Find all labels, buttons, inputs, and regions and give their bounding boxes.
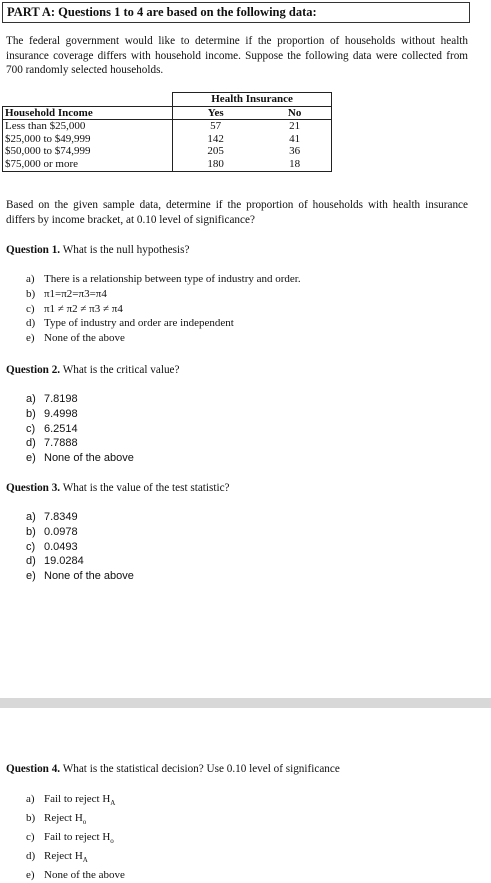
option-marker: a) <box>26 511 36 523</box>
option-text: π1 ≠ π2 ≠ π3 ≠ π4 <box>44 302 123 315</box>
option-item[interactable] <box>26 316 301 331</box>
option-text: None of the above <box>44 570 134 583</box>
intro-paragraph: The federal government would like to determine if the proportion of households without health insurance coverage differs with household income. Suppose the following data were collected from 700 randomly selected households. <box>6 35 468 76</box>
option-item[interactable] <box>26 868 125 883</box>
option-marker: c) <box>26 830 35 843</box>
option-marker: b) <box>26 287 36 300</box>
question-1-label: Question 1. <box>6 244 61 256</box>
table-row <box>3 133 332 146</box>
question-3-options <box>26 510 134 584</box>
question-4-label: Question 4. <box>6 763 61 775</box>
option-text: None of the above <box>44 868 125 881</box>
table-row <box>3 158 332 171</box>
option-marker: b) <box>26 407 36 420</box>
option-text: None of the above <box>44 452 134 465</box>
option-item[interactable] <box>26 540 134 555</box>
table-row <box>3 120 332 133</box>
option-marker: a) <box>26 793 35 805</box>
option-marker: d) <box>26 317 36 330</box>
col-household-income: Household Income <box>3 106 173 120</box>
cell-yes: 57 <box>173 120 259 133</box>
option-item[interactable] <box>26 811 125 830</box>
option-marker: e) <box>26 868 35 881</box>
option-marker: d) <box>26 437 36 450</box>
hypothesis-subscript: A <box>82 856 88 865</box>
option-text: 0.0493 <box>44 540 78 553</box>
option-item[interactable] <box>26 569 134 584</box>
question-4-options <box>26 792 125 883</box>
option-text: 9.4998 <box>44 407 78 420</box>
row-label: Less than $25,000 <box>3 120 173 133</box>
question-2-text: What is the critical value? <box>60 364 180 376</box>
question-3-label: Question 3. <box>6 482 61 494</box>
cell-no: 41 <box>258 133 331 146</box>
option-item[interactable] <box>26 849 125 868</box>
option-item[interactable] <box>26 510 134 525</box>
option-text: 6.2514 <box>44 422 78 435</box>
question-3-text: What is the value of the test statistic? <box>60 482 230 494</box>
col-yes: Yes <box>173 106 259 120</box>
option-item[interactable] <box>26 422 134 437</box>
question-1-options <box>26 272 301 346</box>
option-marker: a) <box>26 393 36 405</box>
option-marker: c) <box>26 302 35 315</box>
option-text: Fail to reject H <box>44 793 111 805</box>
option-marker: e) <box>26 332 35 345</box>
option-item[interactable] <box>26 272 301 287</box>
option-item[interactable] <box>26 331 301 346</box>
option-item[interactable] <box>26 792 125 811</box>
option-item[interactable] <box>26 302 301 317</box>
option-text: Type of industry and order are independent <box>44 317 234 330</box>
cell-no: 36 <box>258 145 331 158</box>
option-text: Fail to reject H <box>44 830 111 843</box>
option-item[interactable] <box>26 407 134 422</box>
question-1-text: What is the null hypothesis? <box>60 244 190 256</box>
table-header-row <box>3 106 332 120</box>
option-item[interactable] <box>26 830 125 849</box>
hypothesis-subscript: o <box>82 818 87 827</box>
option-marker: e) <box>26 452 36 465</box>
table-row <box>3 145 332 158</box>
option-text: 7.8349 <box>44 511 78 523</box>
row-label: $25,000 to $49,999 <box>3 133 173 146</box>
question-1-title <box>6 244 189 256</box>
option-text: There is a relationship between type of industry and order. <box>44 273 301 285</box>
part-header: PART A: Questions 1 to 4 are based on the following data: <box>2 2 470 23</box>
option-text: 19.0284 <box>44 555 84 568</box>
option-text: Reject H <box>44 849 83 862</box>
row-label: $50,000 to $74,999 <box>3 145 173 158</box>
cell-yes: 142 <box>173 133 259 146</box>
option-marker: d) <box>26 555 36 568</box>
option-marker: b) <box>26 811 36 824</box>
option-item[interactable] <box>26 436 134 451</box>
option-item[interactable] <box>26 392 134 407</box>
question-4-text: What is the statistical decision? Use 0.10 level of significance <box>60 763 340 775</box>
option-text: Reject H <box>44 811 83 824</box>
question-2-label: Question 2. <box>6 364 61 376</box>
option-item[interactable] <box>26 287 301 302</box>
col-no: No <box>258 106 331 120</box>
page-separator <box>0 698 491 708</box>
prompt-paragraph: Based on the given sample data, determine if the proportion of households with health insurance differs by income bracket, at 0.10 level of significance? <box>6 199 468 226</box>
option-marker: c) <box>26 422 36 435</box>
question-2-title <box>6 364 179 376</box>
option-text: 0.0978 <box>44 525 78 538</box>
option-marker: d) <box>26 849 36 862</box>
hypothesis-subscript: A <box>110 799 116 808</box>
option-item[interactable] <box>26 451 134 466</box>
income-table <box>2 92 332 172</box>
row-label: $75,000 or more <box>3 158 173 171</box>
table-group-header-row <box>3 93 332 107</box>
health-insurance-header: Health Insurance <box>173 93 332 107</box>
cell-no: 18 <box>258 158 331 171</box>
option-text: 7.8198 <box>44 393 78 405</box>
option-item[interactable] <box>26 525 134 540</box>
option-text: 7.7888 <box>44 437 78 450</box>
cell-yes: 180 <box>173 158 259 171</box>
option-text: None of the above <box>44 332 125 345</box>
question-3-title <box>6 482 230 494</box>
option-marker: c) <box>26 540 36 553</box>
question-2-options <box>26 392 134 466</box>
option-marker: a) <box>26 273 35 285</box>
cell-yes: 205 <box>173 145 259 158</box>
question-4-title <box>6 763 340 775</box>
option-marker: e) <box>26 570 36 583</box>
cell-no: 21 <box>258 120 331 133</box>
option-text: π1=π2=π3=π4 <box>44 287 107 300</box>
hypothesis-subscript: o <box>110 837 114 846</box>
option-marker: b) <box>26 525 36 538</box>
option-item[interactable] <box>26 554 134 569</box>
